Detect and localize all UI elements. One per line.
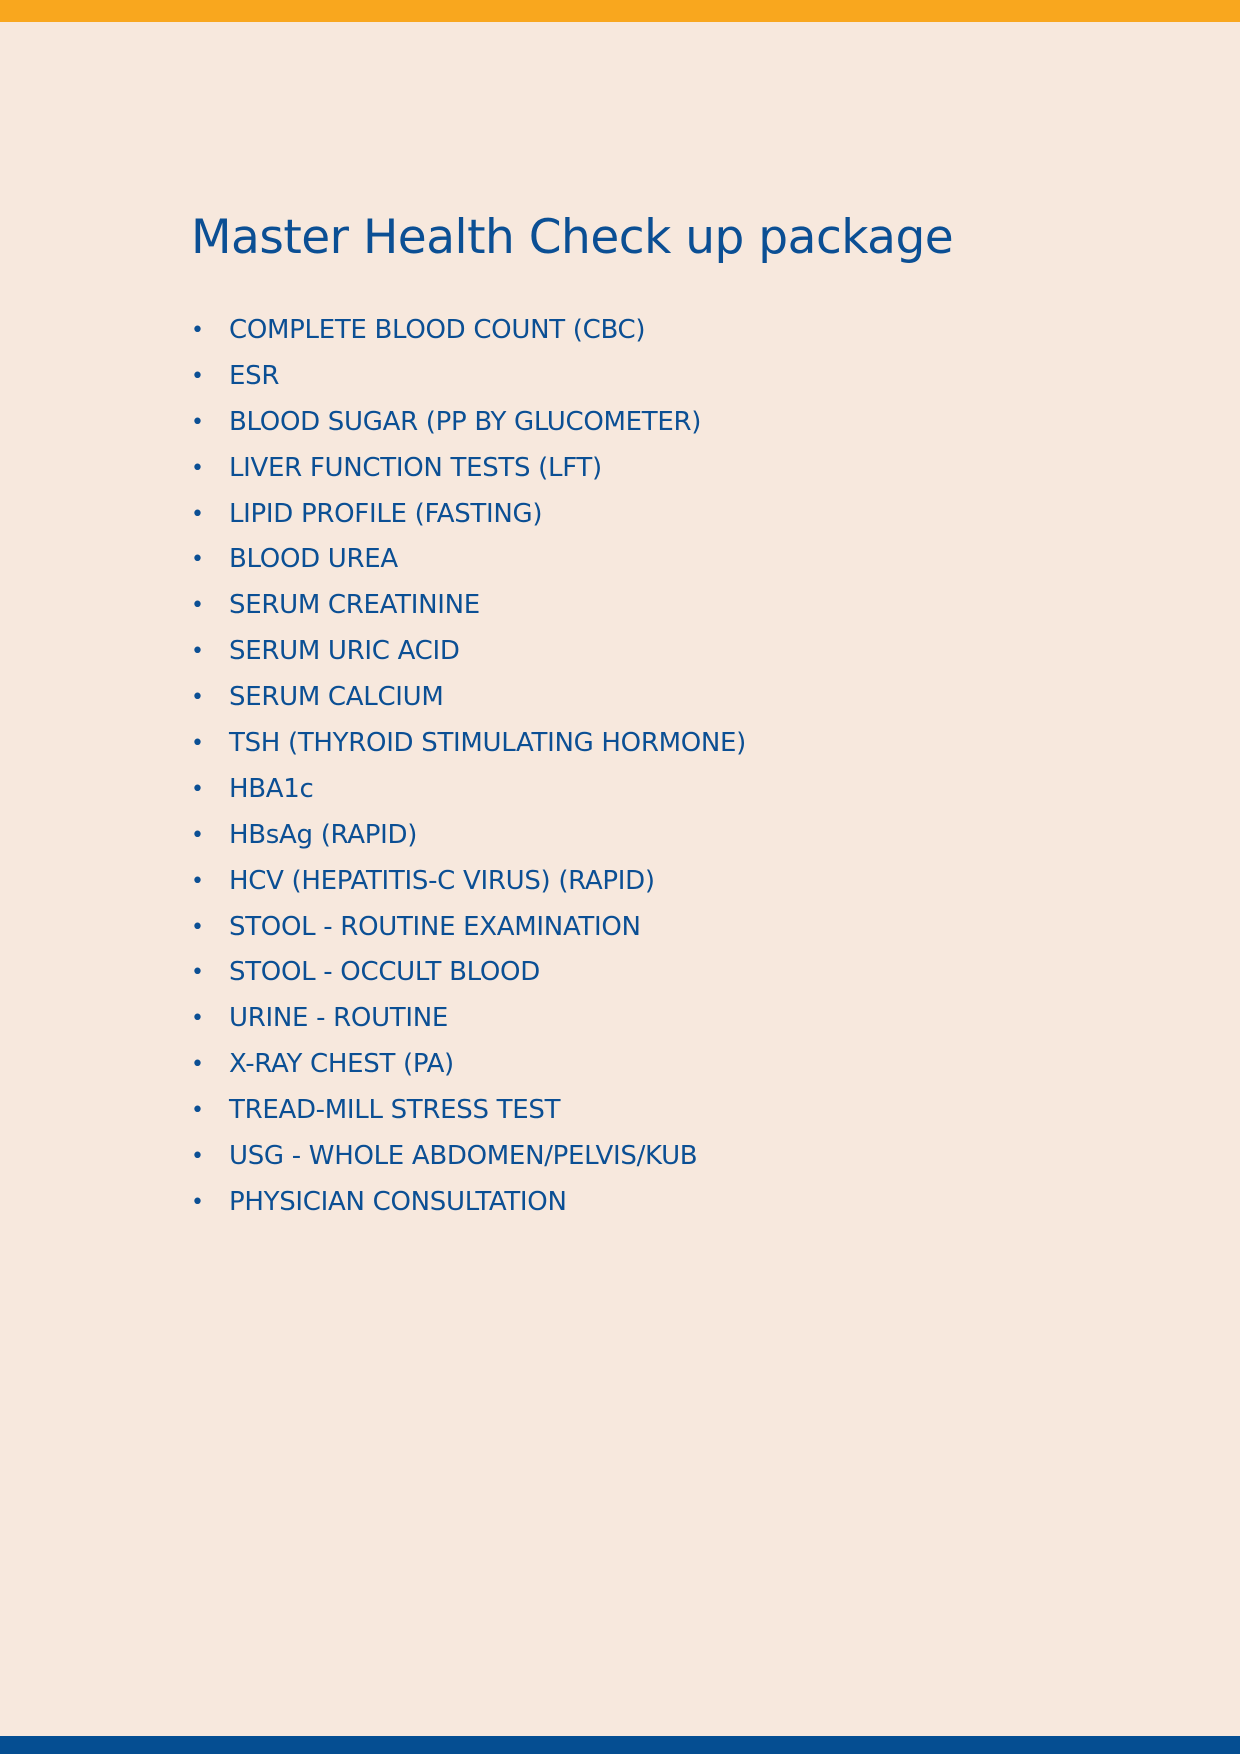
list-item — [191, 767, 746, 813]
page-title: Master Health Check up package — [191, 210, 954, 265]
bullet-icon: • — [191, 868, 204, 894]
test-name: STOOL - OCCULT BLOOD — [229, 957, 540, 988]
list-item — [191, 859, 746, 905]
bullet-icon: • — [191, 639, 204, 665]
list-item — [191, 354, 746, 400]
bullet-icon: • — [191, 776, 204, 802]
bullet-icon: • — [191, 593, 204, 619]
bullet-icon: • — [191, 501, 204, 527]
list-item — [191, 721, 746, 767]
test-name: BLOOD UREA — [229, 544, 398, 575]
list-item — [191, 629, 746, 675]
test-name: LIVER FUNCTION TESTS (LFT) — [229, 452, 602, 483]
list-item — [191, 1088, 746, 1134]
list-item — [191, 996, 746, 1042]
bullet-icon: • — [191, 1144, 204, 1170]
test-name: SERUM CREATININE — [229, 590, 480, 621]
test-name: HBsAg (RAPID) — [229, 819, 418, 850]
list-item — [191, 400, 746, 446]
list-item — [191, 446, 746, 492]
bullet-icon: • — [191, 363, 204, 389]
bullet-icon: • — [191, 318, 204, 343]
list-item — [191, 813, 746, 859]
bullet-icon: • — [191, 685, 204, 711]
bullet-icon: • — [191, 1006, 204, 1032]
top-accent-bar — [0, 0, 1240, 22]
bullet-icon: • — [191, 547, 204, 573]
list-item — [191, 905, 746, 951]
test-list — [191, 308, 746, 1226]
test-name: BLOOD SUGAR (PP BY GLUCOMETER) — [229, 406, 702, 437]
list-item — [191, 950, 746, 996]
list-item — [191, 492, 746, 538]
test-name: STOOL - ROUTINE EXAMINATION — [229, 911, 641, 942]
list-item — [191, 308, 746, 354]
bullet-icon: • — [191, 409, 204, 435]
bullet-icon: • — [191, 914, 204, 940]
test-name: SERUM URIC ACID — [229, 636, 460, 667]
test-name: TREAD-MILL STRESS TEST — [229, 1095, 561, 1126]
test-name: COMPLETE BLOOD COUNT (CBC) — [229, 315, 646, 345]
list-item — [191, 537, 746, 583]
test-name: PHYSICIAN CONSULTATION — [229, 1186, 567, 1217]
test-name: HCV (HEPATITIS-C VIRUS) (RAPID) — [229, 865, 655, 896]
test-name: TSH (THYROID STIMULATING HORMONE) — [229, 728, 747, 759]
bullet-icon: • — [191, 1098, 204, 1124]
bullet-icon: • — [191, 1189, 204, 1215]
bullet-icon: • — [191, 960, 204, 986]
test-name: SERUM CALCIUM — [229, 682, 444, 713]
test-name: LIPID PROFILE (FASTING) — [229, 498, 543, 529]
test-name: URINE - ROUTINE — [229, 1003, 449, 1034]
bullet-icon: • — [191, 731, 204, 757]
bullet-icon: • — [191, 455, 204, 481]
bottom-accent-bar — [0, 1736, 1240, 1754]
test-name: X-RAY CHEST (PA) — [229, 1049, 454, 1080]
list-item — [191, 1042, 746, 1088]
test-name: USG - WHOLE ABDOMEN/PELVIS/KUB — [229, 1141, 698, 1172]
list-item — [191, 1180, 746, 1226]
test-name: HBA1c — [229, 773, 314, 804]
bullet-icon: • — [191, 1052, 204, 1078]
list-item — [191, 583, 746, 629]
bullet-icon: • — [191, 822, 204, 848]
test-name: ESR — [229, 360, 280, 391]
list-item — [191, 1134, 746, 1180]
list-item — [191, 675, 746, 721]
